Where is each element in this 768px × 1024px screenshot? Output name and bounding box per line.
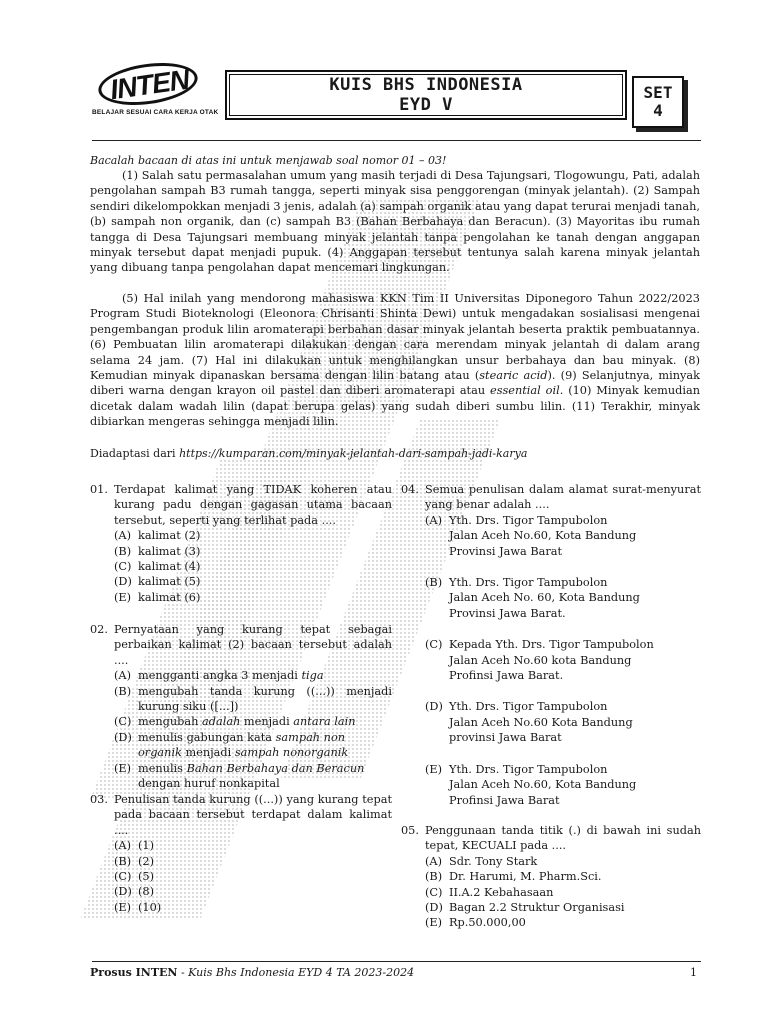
option-b[interactable] — [114, 684, 392, 715]
question-text: Pernyataan yang kurang tepat sebagai perbaikan kalimat (2) bacaan tersebut adalah .... — [114, 623, 392, 667]
option-b[interactable] — [425, 575, 701, 621]
source-citation — [90, 447, 527, 460]
source-url[interactable]: https://kumparan.com/minyak-jelantah-dari-sampah-jadi-karya — [179, 447, 528, 460]
option-letter: (E) — [114, 900, 132, 914]
option-e[interactable] — [114, 900, 392, 915]
reading-paragraph-1: (1) Salah satu permasalahan umum yang masih terjadi di Desa Tajungsari, Tlogowungu, Pati, adalah pengolahan sampah B3 rumah tangga, seperti minyak sisa penggorengan (minyak jelantah). (2) Sampah sendiri dikelompokkan menjadi 3 jenis, adalah (a) sampah organik atau yang dapat terurai menjadi tanah, (b) sampah non organik, dan (c) sampah B3 (Bahan Berbahaya dan Beracun). (3) Mayoritas ibu rumah tangga di Desa Tajungsari membuang minyak jelantah tanpa pengolahan ke tanah dengan anggapan minyak tersebut dapat menjadi pupuk. (4) Anggapan tersebut tentunya salah karena minyak jelantah yang dibuang tanpa pengolahan dapat mencemari lingkungan. — [90, 169, 700, 275]
option-c[interactable] — [114, 559, 392, 574]
question-number: 01. — [90, 483, 108, 496]
option-c[interactable] — [114, 869, 392, 884]
option-letter: (D) — [425, 901, 443, 915]
option-text: (10) — [138, 900, 162, 914]
header-rule — [92, 140, 701, 141]
reading-paragraph-2 — [90, 291, 700, 430]
option-d[interactable] — [114, 730, 392, 761]
option-text: menulis gabungan kata sampah non organik menjadi sampah nonorganik — [138, 730, 349, 760]
option-text: menulis Bahan Berbahaya dan Beracun dengan huruf nonkapital — [138, 761, 365, 791]
option-a[interactable] — [114, 528, 392, 543]
option-text: kalimat (6) — [138, 590, 201, 604]
option-letter: (B) — [114, 854, 132, 868]
question-text: Penggunaan tanda titik (.) di bawah ini sudah tepat, KECUALI pada .... — [425, 824, 701, 853]
footer-document-title: Kuis Bhs Indonesia EYD 4 TA 2023-2024 — [188, 966, 415, 979]
set-label: SET — [643, 83, 673, 102]
option-letter: (C) — [114, 870, 132, 884]
option-d[interactable] — [425, 699, 701, 745]
title-line-1: KUIS BHS INDONESIA — [329, 75, 523, 95]
option-text: kalimat (5) — [138, 575, 201, 589]
page-number: 1 — [690, 966, 697, 979]
paragraph-2-part-3: . (10) Minyak kemudian dicetak dalam wadah lilin (dapat berupa gelas) yang sudah diberi sumbu lilin. (11) Terakhir, minyak dibiarkan mengeras sehingga menjadi lilin. — [90, 384, 700, 429]
option-letter: (D) — [425, 700, 443, 714]
question-05 — [401, 823, 701, 931]
option-b[interactable] — [425, 869, 701, 884]
reading-instruction: Bacalah bacaan di atas ini untuk menjawab soal nomor 01 – 03! — [90, 154, 447, 167]
option-text: (5) — [138, 870, 155, 884]
option-text: Rp.50.000,00 — [449, 916, 526, 930]
footer-rule — [92, 961, 701, 962]
question-04 — [401, 482, 701, 808]
question-02 — [90, 622, 392, 791]
inten-logo — [92, 62, 219, 124]
option-text: mengubah adalah menjadi antara lain — [138, 715, 356, 729]
question-03 — [90, 792, 392, 915]
option-letter: (C) — [114, 560, 132, 574]
option-text: kalimat (2) — [138, 529, 201, 543]
question-text: Semua penulisan dalam alamat surat-menyurat yang benar adalah .... — [425, 483, 701, 512]
option-a[interactable] — [114, 668, 392, 683]
option-b[interactable] — [114, 854, 392, 869]
address-line: Yth. Drs. Tigor Tampubolon — [449, 513, 608, 527]
question-number: 02. — [90, 623, 108, 636]
option-letter: (E) — [114, 590, 132, 604]
option-text: (2) — [138, 854, 155, 868]
option-c[interactable] — [114, 714, 392, 729]
option-text: kalimat (4) — [138, 560, 201, 574]
option-text: (8) — [138, 885, 155, 899]
paragraph-2-part-1: (5) Hal inilah yang mendorong mahasiswa KKN Tim II Universitas Diponegoro Tahun 2022/2023 Program Studi Bioteknologi (Eleonora Chrisanti Shinta Dewi) untuk mengadakan sosialisasi mengenai pengembangan produk lilin aromaterapi berbahan dasar minyak jelantah beserta praktik pembuatannya. (6) Pembuatan lilin aromaterapi dilakukan dengan cara merendam minyak jelantah di dalam arang selama 24 jam. (7) Hal ini dilakukan untuk menghilangkan unsur berbahaya dan bau minyak. (8) Kemudian minyak dipanaskan bersama dengan lilin batang atau ( — [90, 292, 700, 383]
title-box — [225, 70, 627, 120]
option-letter: (D) — [114, 885, 132, 899]
address-line: Profinsi Jawa Barat — [449, 793, 560, 807]
option-letter: (D) — [114, 730, 132, 744]
option-text: kalimat (3) — [138, 544, 201, 558]
option-e[interactable] — [114, 590, 392, 605]
set-number: 4 — [653, 101, 663, 120]
option-c[interactable] — [425, 885, 701, 900]
option-text: Dr. Harumi, M. Pharm.Sci. — [449, 870, 602, 884]
option-a[interactable] — [425, 854, 701, 869]
option-letter: (E) — [425, 762, 443, 776]
option-letter: (C) — [425, 638, 443, 652]
address-line: Kepada Yth. Drs. Tigor Tampubolon — [449, 638, 654, 652]
address-line: Yth. Drs. Tigor Tampubolon — [449, 700, 608, 714]
option-text: Bagan 2.2 Struktur Organisasi — [449, 901, 625, 915]
paragraph-2-part-2: ). (9) Selanjutnya, minyak diberi warna dengan krayon oil pastel dan diberi aromaterapi atau — [90, 369, 700, 398]
option-letter: (D) — [114, 575, 132, 589]
option-a[interactable] — [114, 838, 392, 853]
option-e[interactable] — [425, 762, 701, 808]
option-d[interactable] — [114, 884, 392, 899]
option-e[interactable] — [114, 761, 392, 792]
address-line: Jalan Aceh No.60 kota Bandung — [449, 653, 632, 667]
address-line: Provinsi Jawa Barat. — [449, 606, 566, 620]
option-text: II.A.2 Kebahasaan — [449, 885, 554, 899]
option-letter: (A) — [114, 839, 131, 853]
option-d[interactable] — [114, 574, 392, 589]
option-d[interactable] — [425, 900, 701, 915]
question-number: 04. — [401, 483, 419, 496]
option-letter: (A) — [114, 669, 131, 683]
option-a[interactable] — [425, 513, 701, 559]
option-letter: (A) — [425, 854, 442, 868]
option-letter: (B) — [114, 684, 132, 698]
footer-separator: - — [177, 966, 189, 979]
option-letter: (C) — [114, 715, 132, 729]
address-line: Provinsi Jawa Barat — [449, 544, 563, 558]
term-stearic-acid: stearic acid — [479, 369, 548, 383]
option-letter: (B) — [425, 576, 443, 590]
option-letter: (E) — [425, 916, 443, 930]
question-text: Terdapat kalimat yang TIDAK koheren atau kurang padu dengan gagasan utama bacaan tersebut, seperti yang terlihat pada .... — [114, 483, 392, 527]
set-box — [632, 76, 684, 128]
address-line: Jalan Aceh No. 60, Kota Bandung — [449, 591, 640, 605]
option-text: Sdr. Tony Stark — [449, 854, 538, 868]
question-number: 05. — [401, 824, 419, 837]
option-letter: (C) — [425, 885, 443, 899]
option-text: (1) — [138, 839, 155, 853]
option-letter: (A) — [114, 529, 131, 543]
address-line: provinsi Jawa Barat — [449, 731, 562, 745]
logo-text: INTEN — [108, 63, 191, 106]
logo-tagline: BELAJAR SESUAI CARA KERJA OTAK — [92, 109, 219, 116]
option-letter: (A) — [425, 513, 442, 527]
question-text: Penulisan tanda kurung ((...)) yang kurang tepat pada bacaan tersebut terdapat dalam kalimat .... — [114, 793, 392, 837]
address-line: Yth. Drs. Tigor Tampubolon — [449, 762, 608, 776]
option-text: mengubah tanda kurung ((...)) menjadi kurung siku ([...]) — [138, 684, 392, 714]
source-prefix: Diadaptasi dari — [90, 447, 180, 460]
option-e[interactable] — [425, 915, 701, 930]
address-line: Jalan Aceh No.60, Kota Bandung — [449, 778, 637, 792]
title-line-2: EYD V — [399, 95, 453, 115]
question-number: 03. — [90, 793, 108, 806]
term-essential-oil: essential oil — [490, 384, 560, 398]
option-text: mengganti angka 3 menjadi tiga — [138, 669, 324, 683]
address-line: Yth. Drs. Tigor Tampubolon — [449, 576, 608, 590]
option-letter: (B) — [425, 870, 443, 884]
option-c[interactable] — [425, 637, 701, 683]
address-line: Jalan Aceh No.60, Kota Bandung — [449, 529, 637, 543]
address-line: Profinsi Jawa Barat. — [449, 669, 564, 683]
footer — [90, 966, 414, 979]
option-b[interactable] — [114, 544, 392, 559]
option-letter: (B) — [114, 544, 132, 558]
address-line: Jalan Aceh No.60 Kota Bandung — [449, 715, 633, 729]
option-letter: (E) — [114, 761, 132, 775]
footer-brand: Prosus INTEN — [90, 966, 178, 979]
question-01 — [90, 482, 392, 605]
